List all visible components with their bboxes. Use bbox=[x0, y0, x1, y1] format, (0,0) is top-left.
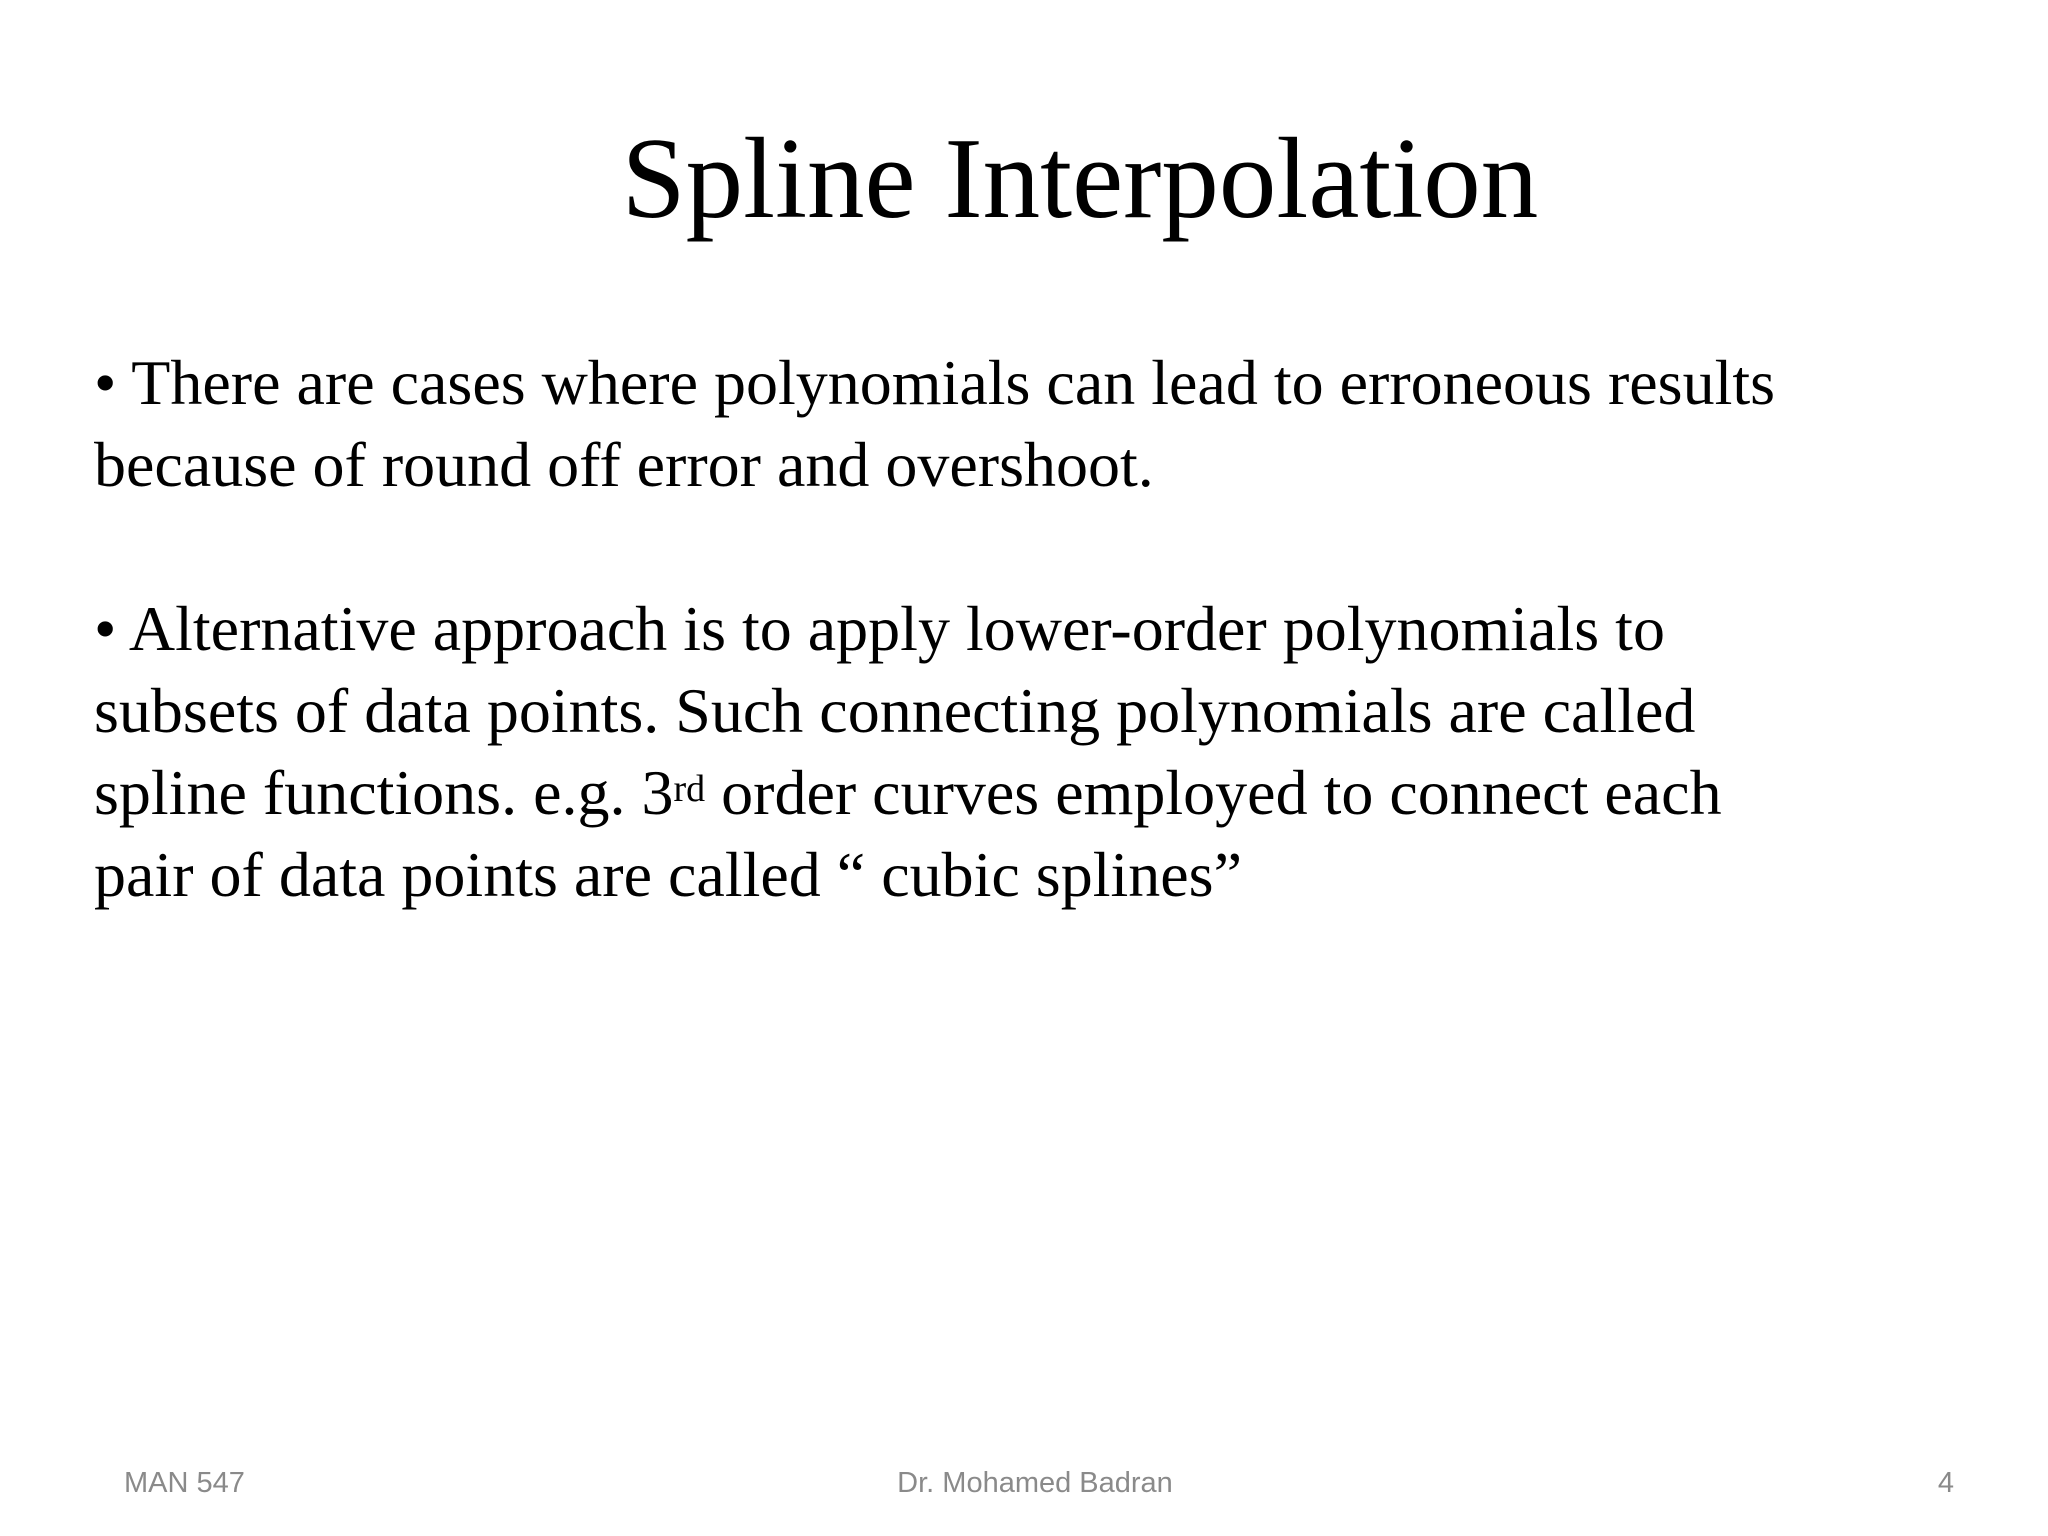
bullet-2-line-3 bbox=[94, 752, 1994, 834]
footer-author: Dr. Mohamed Badran bbox=[897, 1467, 1173, 1499]
slide-body bbox=[94, 342, 1994, 916]
bullet-2-line-2: subsets of data points. Such connecting polynomials are called bbox=[94, 675, 1696, 746]
bullet-2-line-3-end: order curves employed to connect each bbox=[705, 757, 1722, 828]
ordinal-superscript: rd bbox=[673, 768, 706, 810]
bullet-point-1 bbox=[94, 342, 1994, 506]
footer-page-number: 4 bbox=[1937, 1467, 1954, 1499]
bullet-point-2 bbox=[94, 588, 1994, 916]
bullet-1-line-2: because of round off error and overshoot. bbox=[94, 429, 1154, 500]
footer-course-code: MAN 547 bbox=[124, 1467, 245, 1499]
bullet-2-line-1: • Alternative approach is to apply lower-order polynomials to bbox=[94, 593, 1665, 664]
slide-title: Spline Interpolation bbox=[621, 115, 1539, 242]
bullet-1-line-1: • There are cases where polynomials can lead to erroneous results bbox=[94, 347, 1776, 418]
bullet-2-line-4: pair of data points are called “ cubic splines” bbox=[94, 839, 1242, 910]
bullet-2-line-3-start: spline functions. e.g. 3 bbox=[94, 757, 674, 828]
